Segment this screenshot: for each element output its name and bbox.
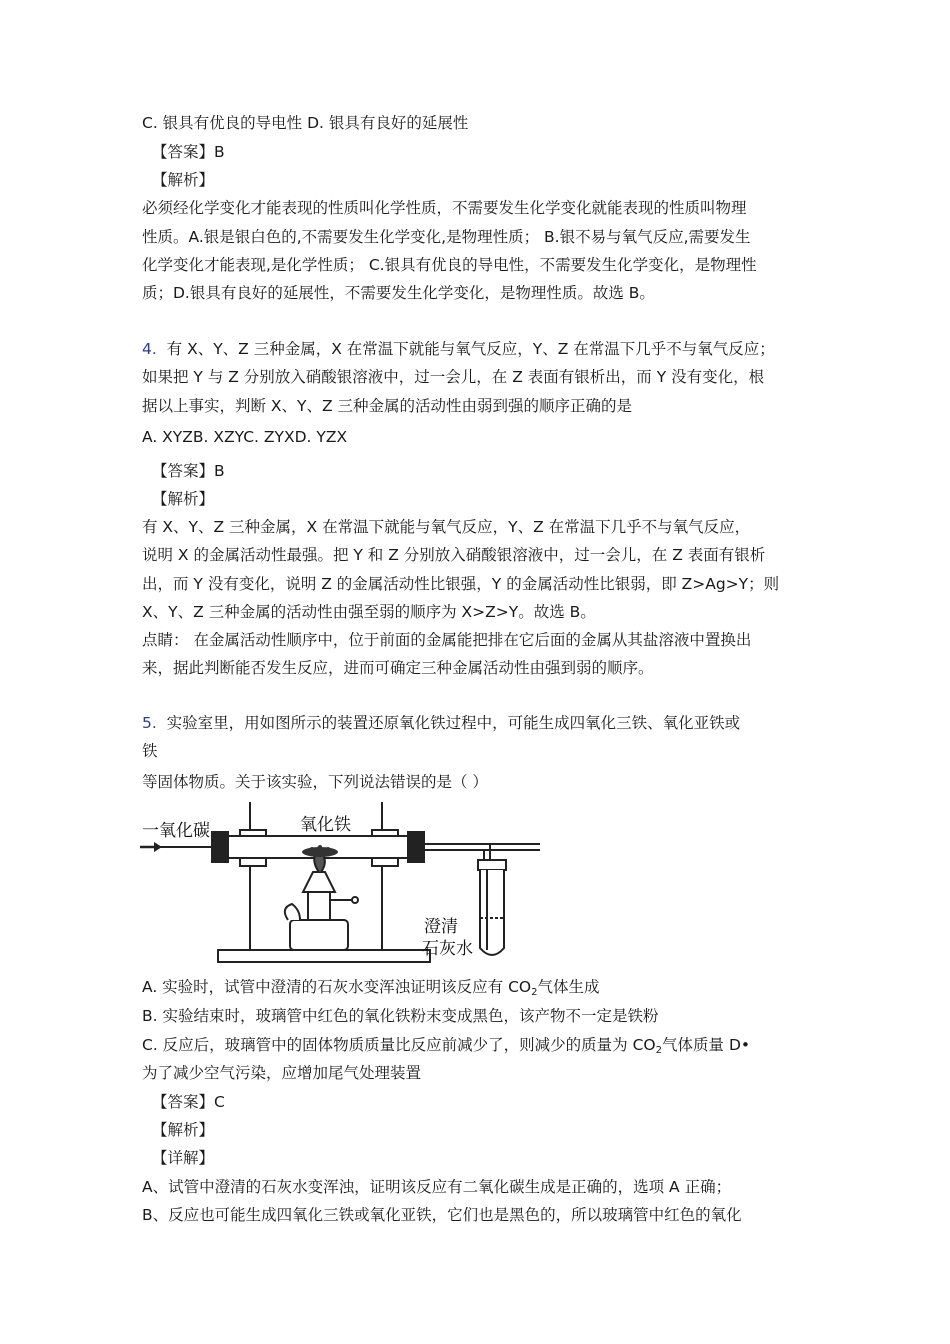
q3-options-cd: C. 银具有优良的导电性 D. 银具有良好的延展性	[142, 114, 469, 132]
q3-analysis-line: 性质。A.银是银白色的,不需要发生化学变化,是物理性质； B.银不易与氧气反应,需要发生	[142, 228, 751, 246]
q5-stem-line: 等固体物质。关于该实验，下列说法错误的是（ ）	[142, 773, 488, 791]
q3-answer: 【答案】B	[152, 143, 225, 161]
right-stopper	[408, 832, 424, 862]
q5-stem-first	[142, 712, 740, 734]
label-co: 一氧化碳	[142, 821, 210, 841]
q5-option-c-text: C. 反应后，玻璃管中的固体物质质量比反应前减少了，则减少的质量为 CO	[142, 1036, 656, 1054]
q4-answer: 【答案】B	[152, 462, 225, 480]
q4-tip-line: 点睛： 在金属活动性顺序中，位于前面的金属能把排在它后面的金属从其盐溶液中置换出	[142, 631, 752, 649]
q5-option-a-tail: 气体生成	[537, 978, 600, 996]
q5-number: 5.	[142, 714, 157, 732]
q4-stem-line: 据以上事实，判断 X、Y、Z 三种金属的活动性由弱到强的顺序正确的是	[142, 397, 633, 415]
co-reduction-apparatus-figure	[140, 800, 540, 972]
q5-option-b: B. 实验结束时，玻璃管中红色的氧化铁粉末变成黑色，该产物不一定是铁粉	[142, 1007, 659, 1025]
q5-option-c-tail: 气体质量 D•	[662, 1036, 751, 1054]
q4-analysis-line: 有 X、Y、Z 三种金属，X 在常温下就能与氧气反应，Y、Z 在常温下几乎不与氧气反应，	[142, 518, 751, 536]
q4-analysis-line: 说明 X 的金属活动性最强。把 Y 和 Z 分别放入硝酸银溶液中，过一会儿，在 Z 表面有银析	[142, 546, 766, 564]
left-stopper	[212, 832, 228, 862]
q4-analysis-label: 【解析】	[152, 490, 215, 508]
q5-option-d: 为了减少空气污染，应增加尾气处理装置	[142, 1064, 422, 1082]
q4-stem-first	[142, 338, 775, 360]
label-limewater-2: 石灰水	[422, 939, 473, 959]
q5-stem-line: 铁	[142, 742, 158, 760]
q4-stem-line: 有 X、Y、Z 三种金属，X 在常温下就能与氧气反应，Y、Z 在常温下几乎不与氧气反应；	[166, 340, 775, 358]
q3-analysis-line: 质；D.银具有良好的延展性，不需要发生化学变化，是物理性质。故选 B。	[142, 284, 655, 302]
q4-analysis-line: X、Y、Z 三种金属的活动性由强至弱的顺序为 X>Z>Y。故选 B。	[142, 603, 596, 621]
q4-analysis-line: 出，而 Y 没有变化，说明 Z 的金属活动性比银强，Y 的金属活动性比银弱，即 Z>Ag>Y；则	[142, 575, 780, 593]
q5-answer: 【答案】C	[152, 1093, 225, 1111]
q5-analysis-label: 【解析】	[152, 1121, 215, 1139]
q5-stem-line: 实验室里，用如图所示的装置还原氧化铁过程中，可能生成四氧化三铁、氧化亚铁或	[166, 714, 741, 732]
q5-detail-label: 【详解】	[152, 1149, 215, 1167]
q3-analysis-label: 【解析】	[152, 171, 215, 189]
q5-option-a	[142, 976, 600, 998]
q5-option-a-text: A. 实验时，试管中澄清的石灰水变浑浊证明该反应有 CO	[142, 978, 532, 996]
q5-option-c	[142, 1034, 750, 1056]
q3-analysis-line: 必须经化学变化才能表现的性质叫化学性质，不需要发生化学变化就能表现的性质叫物理	[142, 199, 747, 217]
q3-analysis-line: 化学变化才能表现,是化学性质； C.银具有优良的导电性，不需要发生化学变化，是物理性	[142, 256, 757, 274]
alcohol-burner	[290, 920, 348, 950]
q5-detail-line: A、试管中澄清的石灰水变浑浊，证明该反应有二氧化碳生成是正确的，选项 A 正确；	[142, 1178, 732, 1196]
label-limewater-1: 澄清	[424, 917, 458, 937]
q4-tip-line: 来，据此判断能否发生反应，进而可确定三种金属活动性由强到弱的顺序。	[142, 659, 654, 677]
q5-detail-line: B、反应也可能生成四氧化三铁或氧化亚铁，它们也是黑色的，所以玻璃管中红色的氧化	[142, 1206, 742, 1224]
q4-stem-line: 如果把 Y 与 Z 分别放入硝酸银溶液中，过一会儿，在 Z 表面有银析出，而 Y 没有变化，根	[142, 368, 765, 386]
stand-base	[218, 950, 430, 962]
label-fe2o3: 氧化铁	[300, 815, 351, 835]
q4-options: A. XYZB. XZYC. ZYXD. YZX	[142, 428, 348, 446]
test-tube	[480, 870, 504, 955]
outlet-pipe	[424, 844, 490, 860]
q5-option-c-sub: 2	[655, 1045, 663, 1056]
q5-option-a-sub: 2	[531, 987, 538, 998]
q4-number: 4.	[142, 340, 157, 358]
arrow-icon	[154, 842, 162, 852]
